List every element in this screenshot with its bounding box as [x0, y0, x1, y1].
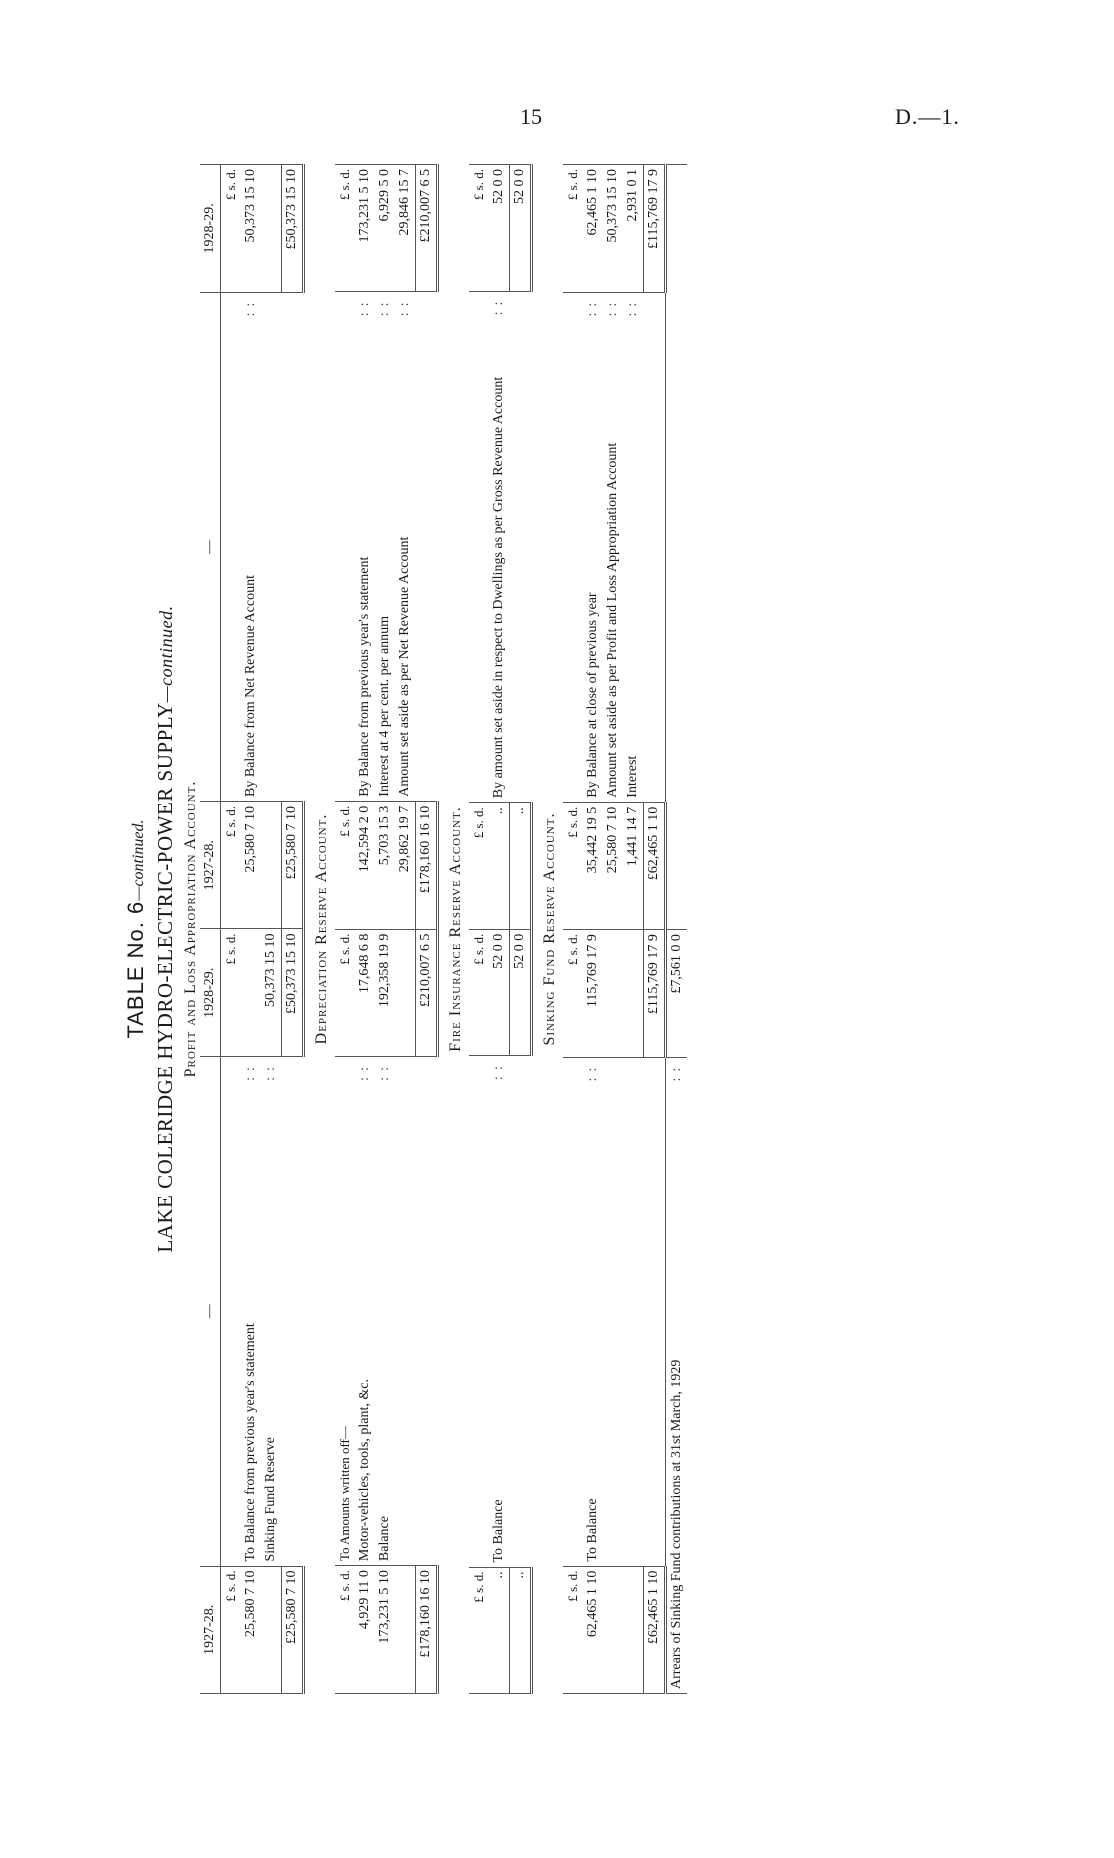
total-1928: £50,373 15 10: [282, 929, 304, 1057]
amount-1928: 192,358 19 9: [375, 929, 395, 1056]
total-1927: £178,160 16 10: [416, 1566, 438, 1694]
table-title: LAKE COLERIDGE HYDRO-ELECTRIC-POWER SUPPLY—continued.: [153, 605, 177, 1253]
spacer: [282, 1057, 304, 1566]
arrears-row: [666, 165, 688, 1694]
total-1928: £115,769 17 9: [644, 165, 666, 293]
fire-insurance-table: [469, 164, 533, 1694]
row-description: By Balance from previous year's statement ::: [355, 292, 375, 801]
total-row: [282, 165, 304, 1694]
lsd-label: £ s. d.: [471, 169, 486, 201]
lsd-label: £ s. d.: [337, 169, 352, 201]
table-row: [261, 165, 282, 1694]
row-description: To Balance from previous year's statement ::: [241, 1057, 261, 1566]
amount-1927: ..: [489, 1567, 510, 1693]
spacer: [623, 1566, 644, 1693]
amount-1927: 25,580 7 10: [603, 802, 623, 929]
total-1928: £210,007 6 5: [416, 929, 438, 1056]
spacer: [603, 930, 623, 1058]
table-row: [355, 165, 375, 1694]
spacer: [335, 292, 355, 801]
row-description: By Balance from Net Revenue Account ::: [241, 292, 261, 801]
row-description: By Balance at close of previous year ::: [583, 292, 603, 802]
table-row: [489, 165, 510, 1694]
row-description: To Balance ::: [583, 1057, 603, 1566]
spacer: [563, 292, 583, 802]
row-description: Motor-vehicles, tools, plant, &c. ::: [355, 1057, 375, 1566]
spacer: [510, 1056, 532, 1567]
header-dash-right: —: [200, 292, 221, 801]
arrears-label: Arrears of Sinking Fund contributions at 31st March, 1929 ::: [666, 1057, 688, 1693]
section-title-fire-insurance: Fire Insurance Reserve Account.: [447, 806, 464, 1052]
amount-1928: 17,648 6 8: [355, 929, 375, 1056]
amount-1927: 173,231 5 10: [375, 1566, 395, 1694]
amount-1927: 4,929 11 0: [355, 1566, 375, 1694]
lsd-row: [221, 165, 242, 1694]
amount-1928: 2,931 0 1: [625, 169, 640, 222]
lsd-label: £ s. d.: [221, 929, 242, 1057]
spacer: [416, 1057, 438, 1566]
lsd-row: [563, 165, 583, 1694]
total-1928: 52 0 0: [510, 929, 532, 1056]
spacer: [603, 1566, 623, 1693]
total-1927: £25,580 7 10: [282, 1566, 304, 1693]
section-title-sinking-fund: Sinking Fund Reserve Account.: [541, 812, 558, 1046]
amount-1928: 115,769 17 9: [583, 930, 603, 1058]
total-1928: £115,769 17 9: [644, 930, 666, 1058]
spacer: [395, 1566, 416, 1694]
spacer: [563, 1057, 583, 1566]
header-1928-right: 1928-29.: [200, 165, 221, 293]
row-description: Balance ::: [375, 1057, 395, 1566]
amount-1927: 62,465 1 10: [583, 1566, 603, 1693]
amount-1928: 6,929 5 0: [377, 169, 392, 222]
spacer: [395, 1057, 416, 1566]
amount-1928: 62,465 1 10: [585, 169, 600, 236]
row-description: To Amounts written off—: [335, 1057, 355, 1566]
total-1928: £210,007 6 5: [416, 165, 438, 292]
spacer: [644, 1057, 666, 1566]
table-row: [603, 165, 623, 1694]
spacer: [666, 165, 688, 930]
amount-1927: 35,442 19 5: [583, 802, 603, 929]
amount-1928: 29,846 15 7: [397, 169, 412, 236]
amount-1927: ..: [489, 803, 510, 929]
lsd-row: [469, 165, 489, 1694]
spacer: [221, 292, 242, 801]
lsd-label: £ s. d.: [221, 1566, 242, 1693]
table-row: [623, 165, 644, 1694]
spacer: [623, 930, 644, 1058]
total-1928: 52 0 0: [510, 165, 532, 292]
page-number: 15: [520, 104, 542, 129]
header-1927-left: 1927-28.: [200, 1566, 221, 1693]
header-dash-left: —: [200, 1057, 221, 1566]
lsd-label: £ s. d.: [223, 169, 238, 201]
amount-1928: 50,373 15 10: [261, 929, 282, 1057]
arrears-value: £7,561 0 0: [666, 930, 688, 1058]
amount-1927: 142,594 2 0: [355, 801, 375, 929]
spacer: [644, 292, 666, 802]
total-row: [644, 165, 666, 1694]
lsd-label: £ s. d.: [469, 929, 489, 1056]
header-row: [200, 165, 221, 1694]
amount-1928: [241, 929, 261, 1057]
amount-1927: 5,703 15 3: [375, 801, 395, 929]
section-title-profit-loss: Profit and Loss Appropriation Account.: [182, 780, 199, 1078]
lsd-label: £ s. d.: [335, 929, 355, 1056]
lsd-label: £ s. d.: [469, 1567, 489, 1693]
amount-1928: 52 0 0: [491, 169, 506, 204]
amount-1927: 25,580 7 10: [241, 1566, 261, 1693]
amount-1928: 52 0 0: [489, 929, 510, 1056]
total-row: [510, 165, 532, 1694]
amount-1928: 173,231 5 10: [357, 169, 372, 243]
amount-1928: 50,373 15 10: [605, 169, 620, 243]
total-row: [416, 165, 438, 1694]
lsd-label: £ s. d.: [469, 803, 489, 929]
row-description: To Balance ::: [489, 1056, 510, 1567]
total-1927: £62,465 1 10: [644, 1566, 666, 1693]
lsd-label: £ s. d.: [563, 930, 583, 1058]
amount-1927: 29,862 19 7: [395, 801, 416, 929]
spacer: [395, 929, 416, 1056]
table-label: TABLE No. 6—continued.: [123, 819, 148, 1039]
header-1928-left: 1928-29.: [200, 929, 221, 1057]
table-row: [395, 165, 416, 1694]
spacer: [510, 291, 532, 803]
spacer: [261, 165, 282, 293]
spacer: [469, 1056, 489, 1567]
sinking-fund-table: [563, 164, 687, 1694]
table-row: [375, 165, 395, 1694]
row-description: Sinking Fund Reserve ::: [261, 1057, 282, 1566]
total-1927: £25,580 7 10: [282, 802, 304, 929]
row-description: Interest ::: [623, 292, 644, 802]
row-description: Amount set aside as per Net Revenue Account ::: [395, 292, 416, 801]
row-description: Amount set aside as per Profit and Loss Appropriation Account ::: [603, 292, 623, 802]
header-1927-right: 1927-28.: [200, 802, 221, 929]
section-title-depreciation: Depreciation Reserve Account.: [313, 813, 330, 1045]
spacer: [603, 1057, 623, 1566]
profit-loss-table: [200, 164, 305, 1694]
lsd-label: £ s. d.: [335, 1566, 355, 1694]
amount-1927: 1,441 14 7: [623, 802, 644, 929]
spacer: [416, 292, 438, 801]
lsd-label: £ s. d.: [221, 802, 242, 929]
amount-1927: [261, 1566, 282, 1693]
spacer: [221, 1057, 242, 1566]
lsd-label: £ s. d.: [563, 802, 583, 929]
spacer: [261, 802, 282, 929]
table-row: [241, 165, 261, 1694]
lsd-row: [335, 165, 355, 1694]
spacer: [469, 291, 489, 803]
lsd-label: £ s. d.: [563, 1566, 583, 1693]
amount-1927: 25,580 7 10: [241, 802, 261, 929]
row-description: Interest at 4 per cent. per annum ::: [375, 292, 395, 801]
amount-1928: 50,373 15 10: [243, 169, 258, 243]
total-1927: £62,465 1 10: [644, 802, 666, 929]
rotated-table: [117, 154, 997, 1704]
table-row: [583, 165, 603, 1694]
total-1927: ..: [510, 1567, 532, 1693]
total-1928: £50,373 15 10: [282, 165, 304, 293]
lsd-label: £ s. d.: [335, 801, 355, 929]
total-1927: ..: [510, 803, 532, 929]
depreciation-table: [335, 164, 439, 1694]
spacer: [261, 292, 282, 801]
spacer: [623, 1057, 644, 1566]
lsd-label: £ s. d.: [565, 169, 580, 201]
total-1927: £178,160 16 10: [416, 801, 438, 929]
row-description: By amount set aside in respect to Dwellings as per Gross Revenue Account ::: [489, 291, 510, 803]
spacer: [282, 292, 304, 801]
page-reference: D.—1.: [895, 104, 960, 129]
